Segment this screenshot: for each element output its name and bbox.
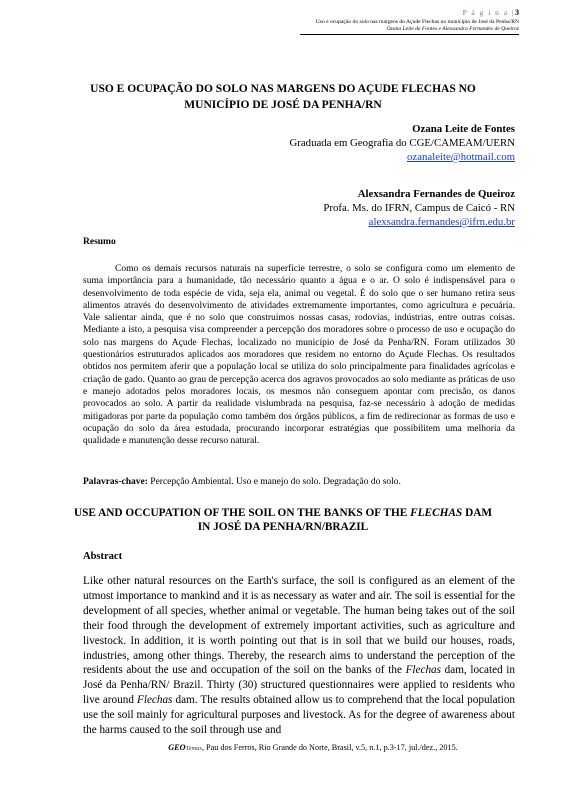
author-email-link[interactable]: ozanaleite@hotmail.com (407, 151, 515, 163)
running-title: Uso e ocupação do solo nas margens do Açude Flechas no município de José da Penha/RN (315, 19, 519, 25)
author-block-2 (323, 187, 515, 229)
abstract-body (83, 574, 515, 738)
author-affiliation: Profa. Ms. do IFRN, Campus de Caicó - RN (323, 202, 515, 214)
footer-citation-text: , Pau dos Ferros, Rio Grande do Norte, Brasil, v.5, n.1, p.3-17, jul./dez., 2015. (201, 743, 458, 752)
title-en-part2: DAM IN JOSÉ DA PENHA/RN/BRAZIL (197, 507, 493, 533)
author-name: Ozana Leite de Fontes (412, 123, 515, 135)
abstract-italic-a: Flechas (405, 664, 441, 677)
resumo-heading: Resumo (83, 237, 116, 247)
paper-title-en (70, 506, 496, 534)
header-rule (300, 34, 519, 35)
author-block-1 (290, 122, 516, 164)
author-affiliation: Graduada em Geografia do CGE/CAMEAM/UERN (289, 137, 515, 149)
resumo-body (83, 263, 515, 447)
journal-logo (168, 743, 202, 752)
resumo-text: Como os demais recursos naturais na superfície terrestre, o solo se configura como um elemento de suma importância para a humanidade, tão necessário quanto a água e o ar. O solo é indispensável para o desenvolvimento de toda espécie de vida, seja ela, animal ou vegetal. É do solo que o ser humano retira seus alimentos através do desenvolvimento de atividades extremamente importantes, como agricultura e pecuária. Vale salientar ainda, que é no solo que construímos nossas casas, rodovias, indústrias, entre outras coisas. Mediante a isto, a pesquisa visa compreender a percepção dos moradores sobre o processo de uso e ocupação do solo nas margens do Açude Flechas, localizado no município de José da Penha/RN. Foram utilizados 30 questionários estruturados aplicados aos moradores que residem no entorno do Açude Flechas. Os resultados obtidos nos permitem aferir que a população local se utiliza do solo principalmente para finalidades agrícolas e criação de gado. Quanto ao grau de percepção acerca dos agravos provocados ao solo mediante as práticas de uso e manejo adotados pelos moradores locais, os mesmos não conseguem apontar com precisão, os danos provocados ao solo. A partir da realidade vislumbrada na pesquisa, faz-se necessário à adoção de medidas mitigadoras por parte da população como também dos órgãos públicos, a fim de redirecionar as formas de uso e ocupação do solo da área estudada, procurando incorporar estratégias que possibilitem uma melhoria da qualidade e manutenção desse recurso natural. (83, 264, 515, 447)
title-en-part1: USE AND OCCUPATION OF THE SOIL ON THE BANKS OF THE (73, 507, 408, 519)
page-number-value: 3 (515, 8, 519, 17)
page-label: P á g i n a (462, 8, 509, 17)
running-authors: Ozana Leite de Fontes e Alexsandra Fernandes de Queiroz (386, 26, 519, 32)
paper-title-pt: USO E OCUPAÇÃO DO SOLO NAS MARGENS DO AÇUDE FLECHAS NO MUNICÍPIO DE JOSÉ DA PENHA/RN (90, 83, 476, 111)
journal-logo-text: GEO (168, 743, 186, 752)
abstract-text-c: dam. The results obtained allow us to comprehend that the local population use the soil mainly for agricultural purposes and livestock. As for the degree of awareness about the harms caused to the soil through use and (83, 694, 516, 737)
abstract-heading: Abstract (83, 551, 123, 562)
page-number: P á g i n a |3 (462, 8, 519, 17)
keywords-label: Palavras-chave: (83, 477, 148, 487)
title-en-italic: FLECHAS (410, 507, 463, 519)
author-email-link[interactable]: alexsandra.fernandes@ifrn.edu.br (368, 216, 515, 228)
author-name: Alexsandra Fernandes de Queiroz (357, 188, 515, 200)
keywords-text: Percepção Ambiental. Uso e manejo do solo. Degradação do solo. (150, 477, 401, 487)
keywords-line (83, 477, 515, 487)
abstract-italic-b: Flechas (137, 694, 173, 707)
abstract-text-b: dam, located in José da Penha/RN/ Brazil. Thirty (30) structured questionnaires were applied to residents who live around (83, 664, 516, 707)
footer-citation (0, 743, 566, 752)
abstract-text-a: Like other natural resources on the Earth's surface, the soil is configured as an element of the utmost importance to mankind and it is as necessary as water and air. The soil is essential for the development of all species, whether animal or vegetable. The human being takes out of the soil their food through the development of extremely important activities, such as agriculture and livestock. In addition, it is worth pointing out that is in soil that we build our houses, roads, industries, among other things. Thereby, the research aims to understand the perception of the residents about the use and occupation of the soil on the banks of the (83, 575, 515, 677)
journal-logo-suffix: Temas (185, 745, 202, 752)
